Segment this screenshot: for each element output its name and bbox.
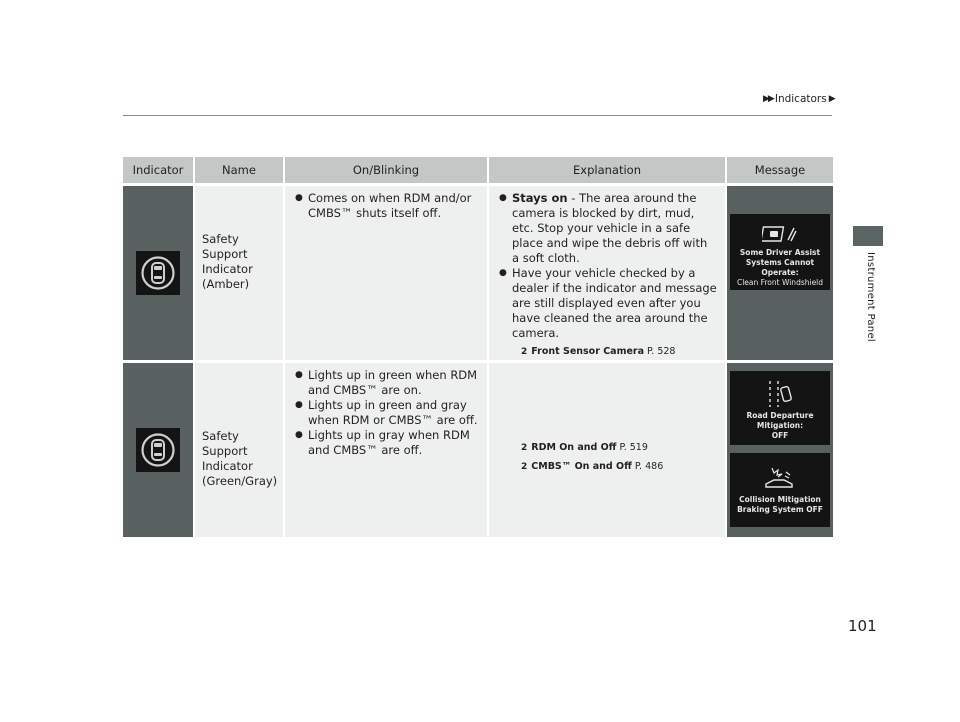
indicator-name-line: (Amber) xyxy=(202,277,250,291)
reference-arrow-icon: 2 xyxy=(521,443,528,453)
message-line: Collision Mitigation xyxy=(739,495,821,504)
indicator-name-line: Indicator xyxy=(202,262,253,276)
reference-title: Front Sensor Camera xyxy=(531,346,645,357)
message-line: Road Departure xyxy=(746,411,814,420)
list-item: ● Comes on when RDM and/or CMBS™ shuts itself off. xyxy=(295,191,479,221)
section-label: Instrument Panel xyxy=(865,252,876,342)
header-divider xyxy=(123,115,832,116)
reference-arrow-icon: 2 xyxy=(521,347,528,357)
explanation-cell xyxy=(489,360,727,537)
list-item: ● Lights up in gray when RDM and CMBS™ are off. xyxy=(295,428,479,458)
reference-title: CMBS™ On and Off xyxy=(531,461,632,472)
on-blinking-cell xyxy=(285,183,489,360)
message-line: Braking System OFF xyxy=(737,505,823,514)
breadcrumb-end-arrow-icon: ▶ xyxy=(828,94,834,104)
indicator-table xyxy=(123,157,833,537)
message-cell xyxy=(727,360,833,537)
indicator-name-line: (Green/Gray) xyxy=(202,474,278,488)
reference-page: P. 528 xyxy=(647,346,676,357)
indicator-name-line: Safety Support xyxy=(202,429,248,458)
column-header-name: Name xyxy=(195,157,285,183)
name-cell xyxy=(195,183,285,360)
section-tab xyxy=(853,226,883,246)
road-departure-icon xyxy=(730,371,830,411)
column-header-message: Message xyxy=(727,157,833,183)
message-display xyxy=(730,453,830,527)
reference-title: RDM On and Off xyxy=(531,442,617,453)
message-cell xyxy=(727,183,833,360)
column-header-on-blinking: On/Blinking xyxy=(285,157,489,183)
indicator-name-line: Indicator xyxy=(202,459,253,473)
column-header-explanation: Explanation xyxy=(489,157,727,183)
table-header-row xyxy=(123,157,833,183)
message-line: Systems Cannot Operate: xyxy=(745,258,815,277)
indicator-name-line: Safety Support xyxy=(202,232,248,261)
explanation-cell xyxy=(489,183,727,360)
message-line: Some Driver Assist xyxy=(739,248,821,257)
reference-page: P. 519 xyxy=(619,442,648,453)
breadcrumb-arrow-icon: ▶▶ xyxy=(763,94,773,104)
camera-wipe-icon xyxy=(730,214,830,248)
list-item: ● Lights up in green and gray when RDM or CMBS™ are off. xyxy=(295,398,479,428)
on-blinking-cell xyxy=(285,360,489,537)
indicator-cell xyxy=(123,183,195,360)
cross-reference-link[interactable] xyxy=(489,459,725,475)
list-item xyxy=(499,191,717,266)
list-item: ● Lights up in green when RDM and CMBS™ are on. xyxy=(295,368,479,398)
page-number: 101 xyxy=(848,617,877,635)
column-header-indicator: Indicator xyxy=(123,157,195,183)
table-row xyxy=(123,183,833,360)
reference-arrow-icon: 2 xyxy=(521,462,528,472)
message-line: Clean Front Windshield xyxy=(736,278,824,287)
cross-reference-link[interactable] xyxy=(489,344,725,360)
name-cell xyxy=(195,360,285,537)
reference-page: P. 486 xyxy=(634,461,664,472)
message-display xyxy=(730,214,830,290)
indicator-cell xyxy=(123,360,195,537)
message-line: OFF xyxy=(771,431,789,440)
list-item: ● Have your vehicle checked by a dealer if the indicator and message are still displayed even after you have cleaned the area around the camera. xyxy=(499,266,717,341)
message-line: Mitigation: xyxy=(756,421,804,430)
table-row xyxy=(123,360,833,537)
breadcrumb xyxy=(763,93,834,105)
cross-reference-link[interactable] xyxy=(489,440,725,456)
collision-mitigation-icon xyxy=(730,453,830,495)
explanation-bold: Stays on xyxy=(512,191,568,205)
explanation-text: - The area around the camera is blocked by dirt, mud, etc. Stop your vehicle in a safe place and wipe the debris off with a soft cloth. xyxy=(512,191,708,265)
message-display xyxy=(730,371,830,445)
safety-support-green-gray-icon xyxy=(136,428,180,472)
breadcrumb-label[interactable]: Indicators xyxy=(774,93,827,105)
safety-support-amber-icon xyxy=(136,251,180,295)
